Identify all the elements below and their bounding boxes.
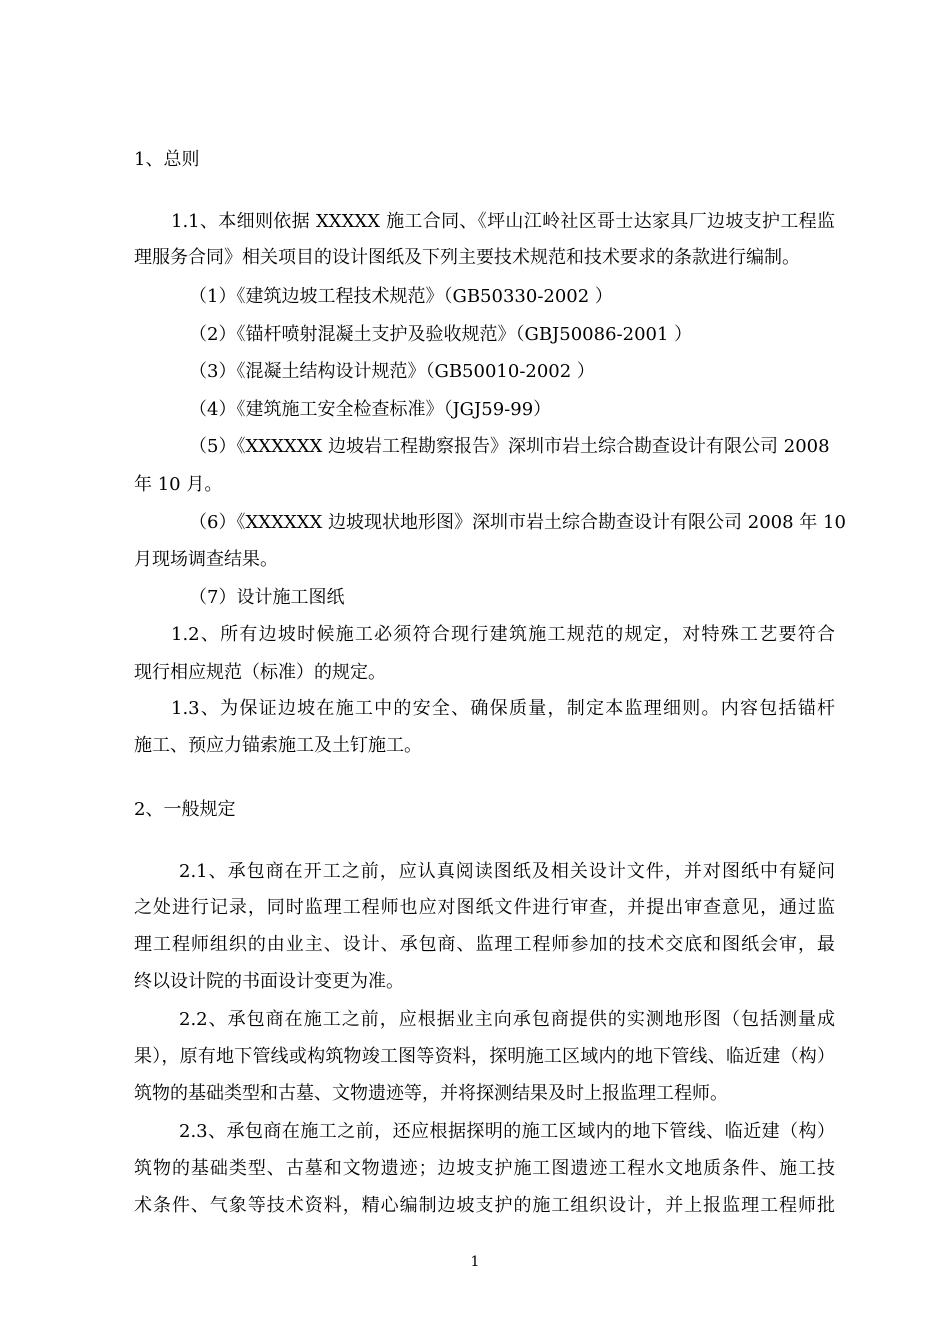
reference-4: （4）《建筑施工安全检查标准》（JGJ59-99） [189,399,552,420]
paragraph-1-2-line-1: 1.2、所有边坡时候施工必须符合现行建筑施工规范的规定，对特殊工艺要符合 [171,624,835,645]
reference-5-line-1: （5）《XXXXXX 边坡岩工程勘察报告》深圳市岩土综合勘查设计有限公司 2008 [189,436,830,457]
paragraph-2-2-line-1: 2.2、承包商在施工之前，应根据业主向承包商提供的实测地形图（包括测量成 [179,1009,835,1030]
paragraph-2-2-line-3: 筑物的基础类型和古墓、文物遗迹等，并将探测结果及时上报监理工程师。 [134,1083,728,1104]
reference-7: （7）设计施工图纸 [189,587,345,608]
paragraph-2-1-line-3: 理工程师组织的由业主、设计、承包商、监理工程师参加的技术交底和图纸会审，最 [134,934,835,955]
paragraph-2-3-line-3: 术条件、气象等技术资料，精心编制边坡支护的施工组织设计，并上报监理工程师批 [134,1195,835,1216]
paragraph-2-2-line-2: 果），原有地下管线或构筑物竣工图等资料，探明施工区域内的地下管线、临近建（构） [134,1046,835,1067]
page-number: 1 [470,1254,480,1270]
paragraph-2-1-line-4: 终以设计院的书面设计变更为准。 [134,971,404,992]
paragraph-1-1-line-1: 1.1、本细则依据 XXXXX 施工合同、《坪山江岭社区哥士达家具厂边坡支护工程监 [171,211,835,232]
paragraph-2-3-line-2: 筑物的基础类型、古墓和文物遗迹；边坡支护施工图遗迹工程水文地质条件、施工技 [134,1158,835,1179]
section-2-heading: 2、一般规定 [134,799,236,820]
reference-2: （2）《锚杆喷射混凝土支护及验收规范》（GBJ50086-2001 ） [189,324,693,345]
reference-6-line-1: （6）《XXXXXX 边坡现状地形图》深圳市岩土综合勘查设计有限公司 2008 年 10 [189,512,846,533]
paragraph-1-1-line-2: 理服务合同》相关项目的设计图纸及下列主要技术规范和技术要求的条款进行编制。 [134,247,800,268]
reference-1: （1）《建筑边坡工程技术规范》（GB50330-2002 ） [189,286,613,307]
reference-3: （3）《混凝土结构设计规范》（GB50010-2002 ） [189,361,595,382]
reference-5-line-2: 年 10 月。 [134,474,223,495]
paragraph-1-3-line-1: 1.3、为保证边坡在施工中的安全、确保质量，制定本监理细则。内容包括锚杆 [171,698,835,719]
paragraph-2-3-line-1: 2.3、承包商在施工之前，还应根据探明的施工区域内的地下管线、临近建（构） [179,1121,835,1142]
paragraph-2-1-line-1: 2.1、承包商在开工之前，应认真阅读图纸及相关设计文件，并对图纸中有疑问 [179,861,835,882]
paragraph-1-3-line-2: 施工、预应力锚索施工及土钉施工。 [134,735,422,756]
paragraph-2-1-line-2: 之处进行记录，同时监理工程师也应对图纸文件进行审查，并提出审查意见，通过监 [134,897,835,918]
reference-6-line-2: 月现场调查结果。 [134,549,278,570]
paragraph-1-2-line-2: 现行相应规范（标准）的规定。 [134,662,386,683]
section-1-heading: 1、总则 [134,149,200,170]
